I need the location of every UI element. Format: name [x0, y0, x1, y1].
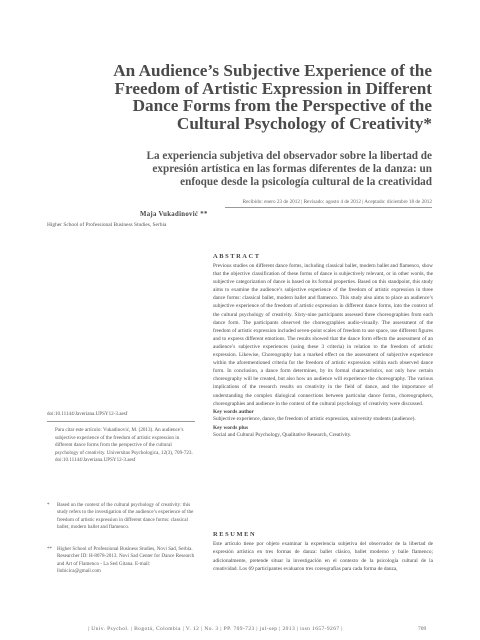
footnote-2	[47, 546, 195, 576]
author-affiliation: Higher School of Professional Business Studies, Serbia	[47, 222, 167, 228]
footnote-1	[47, 502, 195, 532]
abstract-heading: ABSTRACT	[213, 253, 261, 260]
keywords-plus: Social and Cultural Psychology, Qualitative Research, Creativity.	[213, 431, 352, 438]
citation-note: Para citar este artículo: Vukadinović, M. (2013). An audience’s subjective experience of the freedom of artistic expression in different dance forms from the perspective of the cultural psychology of creativity. Universitas Psychologica, 12(3), 709-723. doi:10.11144/Javeriana.UPSY12-3.aesf	[55, 427, 193, 464]
submission-dates: Recibido: enero 23 de 2012 | Revisado: agosto 4 de 2012 | Aceptado: diciembre 18 de 2012	[242, 199, 432, 205]
article-title-spanish: La experiencia subjetiva del observador sobre la libertad de expresión artística en las formas diferentes de la danza: un enfoque desde la psicología cultural de la creatividad	[146, 150, 432, 189]
doi-link[interactable]: doi:10.11144/Javeriana.UPSY12-3.aesf	[47, 411, 128, 417]
footnote-1-text: Based on the context of the cultural psychology of creativity: this study refers to the investigation of the audience’s experience of the freedom of artistic expression in different dance forms: classical ballet, modern ballet and flamenco.	[57, 502, 194, 531]
abstract-section	[213, 253, 433, 440]
footnote-2-text: Higher School of Professional Business Studies, Novi Sad, Serbia. Researcher ID: H-8078-2013. Novi Sad Center for Dance Research and Art of Flamenco - La Sed Gitana. E-mail: llubicica@gmail.com	[57, 546, 195, 575]
footnote-2-mark: **	[47, 546, 53, 552]
footnote-1-mark: *	[47, 502, 50, 508]
keywords-author: Subjective experience, dance, the freedom of artistic expression, university students (audience).	[213, 415, 416, 422]
abstract-text: Previous studies on different dance forms, including classical ballet, modern ballet and flamenco, show that the objective classification of these forms of dance is subjectively relevant, or in other words, the subjective categorization of dance is based on its formal properties. Based on this standpoint, this study aims to examine the audience’s subjective experience of the freedom of artistic expression in three dance forms: classical ballet, modern ballet and flamenco. This study also aims to place an audience’s subjective experience of the freedom of artistic expression in different dance forms, into the context of the cultural psychology of creativity. Sixty-nine participants assessed three choreographies from each dance form. The participants observed the choreographies audio-visually. The assessment of the freedom of artistic expression included seven-point scales of freedom to use space, use different figures and to express different emotions. The results showed that the dance form effects the assessment of an audience’s subjective experiences (using these 3 criteria) in relation to the freedom of artistic expression. Likewise, Choreography has a marked effect on the assessment of subjective experience within the aforementioned criteria for the freedom of artistic expression within each observed dance form. In conclusion, a dance form determines, by its formal characteristics, not only how certain choreography will be created, but also how an audience will experience the choreography. The various implications of the research results on creativity in the field of dance, and the importance of understanding the complex dialogical connections between particular dance forms, choreographers, choreographies and audience in the context of the cultural psychology of creativity were discussed.	[213, 263, 433, 407]
page-number: 709	[418, 626, 427, 632]
author-name: Maja Vukadinović **	[140, 211, 208, 218]
keywords-author-label: Key words author	[213, 408, 254, 415]
header-divider	[225, 207, 432, 208]
citation-divider	[47, 421, 195, 422]
resumen-text: Este artículo tiene por objeto examinar la experiencia subjetiva del observador de la libertad de expresión artística en tres formas de danza: ballet clásico, ballet moderno y baile flamenco; adicionalmente, pretende situar la investigación en el contexto de la psicología cultural de la creatividad. Los 69 participantes evaluaron tres coreografías para cada forma de danza,	[213, 541, 433, 572]
keywords-plus-label: Key words plus	[213, 424, 249, 431]
resumen-heading: RESUMEN	[213, 531, 257, 538]
journal-footer: | Univ. Psychol. | Bogotá, Colombia | V. 12 | No. 3 | PP. 709-723 | jul-sep | 2013 | issn 1657-9267 |	[88, 626, 343, 632]
resumen-section	[213, 531, 433, 573]
article-title: An Audience’s Subjective Experience of the Freedom of Artistic Expression in Different Dance Forms from the Perspective of the Cultural Psychology of Creativity*	[113, 61, 432, 133]
